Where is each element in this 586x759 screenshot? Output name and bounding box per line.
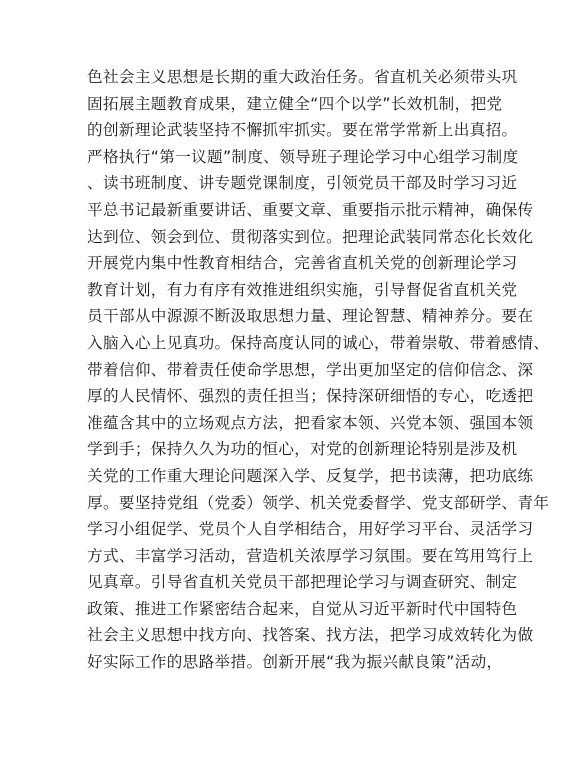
text-line: 准蕴含其中的立场观点方法，把看家本领、兴党本领、强国本领 xyxy=(87,413,534,432)
text-line: 色社会主义思想是长期的重大政治任务。省直机关必须带头巩 xyxy=(87,68,518,86)
text-line: 教育计划，有力有序有效推进组织实施，引导督促省直机关党 xyxy=(87,280,518,299)
text-line: 员干部从中源源不断汲取思想力量、理论智慧、精神养分。要在 xyxy=(87,307,534,326)
text-line: 关党的工作重大理论问题深入学、反复学，把书读薄，把功底练 xyxy=(87,466,534,485)
text-line: 方式、丰富学习活动，营造机关浓厚学习氛围。要在笃用笃行上 xyxy=(87,546,534,565)
text-line: 见真章。引导省直机关党员干部把理论学习与调查研究、制定 xyxy=(87,573,518,592)
text-line: 带着信仰、带着责任使命学思想，学出更加坚定的信仰信念、深 xyxy=(87,360,534,379)
text-line: 政策、推进工作紧密结合起来，自觉从习近平新时代中国特色 xyxy=(87,599,518,618)
text-line: 好实际工作的思路举措。创新开展“我为振兴献良策”活动， xyxy=(87,653,503,672)
body-text xyxy=(87,64,550,676)
text-line: 达到位、领会到位、贯彻落实到位。把理论武装同常态化长效化 xyxy=(87,227,534,246)
text-line: 社会主义思想中找方向、找答案、找方法，把学习成效转化为做 xyxy=(87,626,534,645)
text-line: 的创新理论武装坚持不懈抓牢抓实。要在常学常新上出真招。 xyxy=(87,121,518,140)
text-line: 固拓展主题教育成果，建立健全“四个以学”长效机制，把党 xyxy=(87,94,503,113)
text-line: 、读书班制度、讲专题党课制度，引领党员干部及时学习习近 xyxy=(87,174,518,193)
text-line: 厚的人民情怀、强烈的责任担当；保持深研细悟的专心，吃透把 xyxy=(87,387,534,406)
text-line: 厚。要坚持党组（党委）领学、机关党委督学、党支部研学、青年 xyxy=(87,493,550,512)
text-line: 学习小组促学、党员个人自学相结合，用好学习平台、灵活学习 xyxy=(87,520,534,539)
text-line: 严格执行“第一议题”制度、领导班子理论学习中心组学习制度 xyxy=(87,147,519,166)
text-line: 入脑入心上见真功。保持高度认同的诚心，带着崇敬、带着感情、 xyxy=(87,333,550,352)
text-line: 开展党内集中性教育相结合，完善省直机关党的创新理论学习 xyxy=(87,254,518,273)
text-line: 平总书记最新重要讲话、重要文章、重要指示批示精神，确保传 xyxy=(87,200,534,219)
text-line: 学到手；保持久久为功的恒心，对党的创新理论特别是涉及机 xyxy=(87,440,518,459)
